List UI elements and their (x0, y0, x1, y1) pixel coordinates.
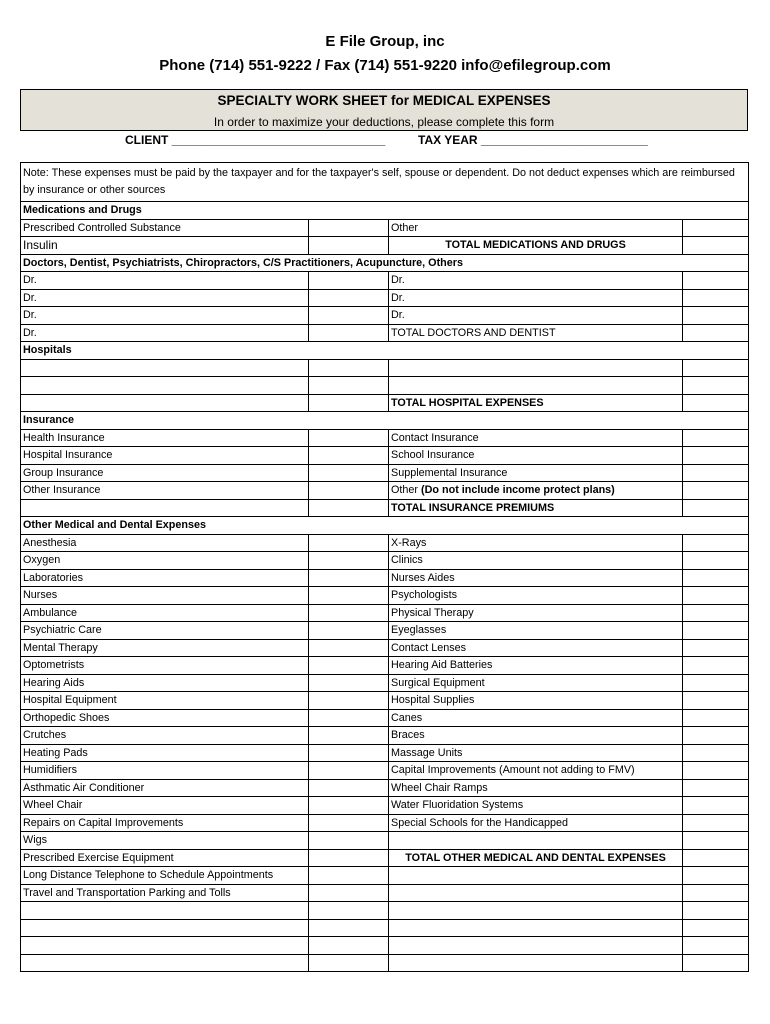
amount-cell-right[interactable] (683, 832, 749, 850)
note-text: Note: These expenses must be paid by the taxpayer and for the taxpayer's self, spouse or dependent. Do not deduct expenses which are reimbursed by insurance or other sources (21, 163, 749, 202)
amount-cell-left[interactable] (309, 832, 389, 850)
item-label-left: Prescribed Exercise Equipment (21, 849, 309, 867)
amount-cell-left[interactable] (309, 744, 389, 762)
amount-cell-left[interactable] (309, 324, 389, 342)
amount-cell-right[interactable] (683, 727, 749, 745)
item-label-left: Ambulance (21, 604, 309, 622)
total-label: TOTAL MEDICATIONS AND DRUGS (389, 237, 683, 255)
contact-line: Phone (714) 551-9222 / Fax (714) 551-9220 info@efilegroup.com (159, 57, 611, 74)
item-label-left: Wheel Chair (21, 797, 309, 815)
item-label-right: Special Schools for the Handicapped (389, 814, 683, 832)
tax-year-label: TAX YEAR (418, 133, 478, 147)
amount-cell-left[interactable] (309, 727, 389, 745)
amount-cell-right[interactable] (683, 639, 749, 657)
amount-cell-left[interactable] (309, 919, 389, 937)
item-label-right (389, 867, 683, 885)
table-row (21, 534, 749, 552)
amount-cell-right[interactable] (683, 429, 749, 447)
section-header-row (21, 517, 749, 535)
total-label: TOTAL DOCTORS AND DENTIST (389, 324, 683, 342)
amount-cell-left[interactable] (309, 867, 389, 885)
table-row (21, 744, 749, 762)
amount-cell-left[interactable] (309, 779, 389, 797)
amount-cell-left[interactable] (309, 587, 389, 605)
amount-cell-right[interactable] (683, 447, 749, 465)
item-label-right: Massage Units (389, 744, 683, 762)
item-label-right (389, 832, 683, 850)
item-label-right: Water Fluoridation Systems (389, 797, 683, 815)
item-label-left: Hearing Aids (21, 674, 309, 692)
table-row (21, 849, 749, 867)
client-label: CLIENT (125, 133, 169, 147)
amount-cell-left[interactable] (309, 954, 389, 972)
amount-cell-left[interactable] (309, 359, 389, 377)
amount-cell-left[interactable] (309, 692, 389, 710)
item-label-left: Wigs (21, 832, 309, 850)
item-label-left: Hospital Insurance (21, 447, 309, 465)
amount-cell-right[interactable] (683, 797, 749, 815)
amount-cell-right[interactable] (683, 307, 749, 325)
item-label-left: Nurses (21, 587, 309, 605)
item-label-right: Contact Lenses (389, 639, 683, 657)
item-label-left: Asthmatic Air Conditioner (21, 779, 309, 797)
item-label-left (21, 937, 309, 955)
table-row (21, 797, 749, 815)
total-label: TOTAL HOSPITAL EXPENSES (389, 394, 683, 412)
amount-cell-left[interactable] (309, 762, 389, 780)
worksheet-subtitle: In order to maximize your deductions, please complete this form (213, 115, 555, 129)
medications-section-title: Medications and Drugs (21, 202, 749, 220)
client-field[interactable] (125, 133, 385, 147)
item-label-left: Oxygen (21, 552, 309, 570)
amount-cell-right[interactable] (683, 779, 749, 797)
table-row (21, 272, 749, 290)
item-label-left: Dr. (21, 272, 309, 290)
amount-cell-left[interactable] (309, 639, 389, 657)
item-label-left: Prescribed Controlled Substance (21, 219, 309, 237)
table-row (21, 884, 749, 902)
table-row (21, 429, 749, 447)
amount-cell-left[interactable] (309, 289, 389, 307)
item-label-right: Physical Therapy (389, 604, 683, 622)
amount-cell-right[interactable] (683, 569, 749, 587)
other-section-title: Other Medical and Dental Expenses (21, 517, 749, 535)
table-row (21, 762, 749, 780)
total-amount-cell[interactable] (683, 499, 749, 517)
item-label-left (21, 377, 309, 395)
item-label-right-text: Other (391, 484, 419, 497)
insurance-section-title: Insurance (21, 412, 749, 430)
item-label-left: Dr. (21, 289, 309, 307)
item-label-right: Nurses Aides (389, 569, 683, 587)
amount-cell-left[interactable] (309, 377, 389, 395)
amount-cell-right[interactable] (683, 482, 749, 500)
item-label-left (21, 394, 309, 412)
table-row (21, 709, 749, 727)
total-label: TOTAL INSURANCE PREMIUMS (389, 499, 683, 517)
amount-cell-right[interactable] (683, 587, 749, 605)
expense-table (20, 162, 749, 972)
item-label-right: Other (389, 219, 683, 237)
amount-cell-left[interactable] (309, 797, 389, 815)
amount-cell-left[interactable] (309, 447, 389, 465)
item-label-right: Canes (389, 709, 683, 727)
amount-cell-left[interactable] (309, 622, 389, 640)
item-label-right-note: (Do not include income protect plans) (421, 484, 615, 497)
amount-cell-right[interactable] (683, 359, 749, 377)
amount-cell-right[interactable] (683, 219, 749, 237)
item-label-left: Psychiatric Care (21, 622, 309, 640)
section-header-row (21, 202, 749, 220)
amount-cell-right[interactable] (683, 674, 749, 692)
item-label-right: Wheel Chair Ramps (389, 779, 683, 797)
item-label-right: Eyeglasses (389, 622, 683, 640)
table-row (21, 307, 749, 325)
item-label-right: Hospital Supplies (389, 692, 683, 710)
item-label-left: Group Insurance (21, 464, 309, 482)
total-label: TOTAL OTHER MEDICAL AND DENTAL EXPENSES (389, 849, 683, 867)
amount-cell-left[interactable] (309, 219, 389, 237)
table-row (21, 604, 749, 622)
amount-cell-left[interactable] (309, 884, 389, 902)
table-row (21, 447, 749, 465)
item-label-right: Dr. (389, 272, 683, 290)
item-label-right: School Insurance (389, 447, 683, 465)
amount-cell-right[interactable] (683, 954, 749, 972)
note-row (21, 163, 749, 202)
table-row (21, 639, 749, 657)
amount-cell-right[interactable] (683, 744, 749, 762)
item-label-left: Long Distance Telephone to Schedule Appointments (21, 867, 309, 885)
section-header-row (21, 342, 749, 360)
amount-cell-right[interactable] (683, 762, 749, 780)
amount-cell-right[interactable] (683, 272, 749, 290)
item-label-right (389, 902, 683, 920)
title-banner (20, 89, 748, 131)
table-row (21, 359, 749, 377)
amount-cell-right[interactable] (683, 289, 749, 307)
amount-cell-left[interactable] (309, 849, 389, 867)
amount-cell-right[interactable] (683, 884, 749, 902)
table-row (21, 727, 749, 745)
item-label-right: Capital Improvements (Amount not adding to FMV) (389, 762, 683, 780)
item-label-right: Clinics (389, 552, 683, 570)
item-label-left: Dr. (21, 324, 309, 342)
amount-cell-right[interactable] (683, 552, 749, 570)
item-label-right (389, 884, 683, 902)
amount-cell-right[interactable] (683, 814, 749, 832)
item-label-right: Psychologists (389, 587, 683, 605)
table-row (21, 237, 749, 255)
table-row (21, 814, 749, 832)
amount-cell-left[interactable] (309, 482, 389, 500)
item-label-right (389, 954, 683, 972)
table-row (21, 324, 749, 342)
item-label-right: Dr. (389, 307, 683, 325)
amount-cell-left[interactable] (309, 902, 389, 920)
amount-cell-right[interactable] (683, 867, 749, 885)
item-label-right: Surgical Equipment (389, 674, 683, 692)
amount-cell-right[interactable] (683, 937, 749, 955)
item-label-left (21, 359, 309, 377)
hospitals-section-title: Hospitals (21, 342, 749, 360)
total-amount-cell[interactable] (683, 324, 749, 342)
item-label-right (389, 359, 683, 377)
amount-cell-right[interactable] (683, 692, 749, 710)
item-label-left: Humidifiers (21, 762, 309, 780)
item-label-left: Crutches (21, 727, 309, 745)
amount-cell-right[interactable] (683, 377, 749, 395)
company-name: E File Group, inc (325, 33, 445, 50)
amount-cell-right[interactable] (683, 604, 749, 622)
amount-cell-left[interactable] (309, 237, 389, 255)
amount-cell-left[interactable] (309, 499, 389, 517)
table-row (21, 954, 749, 972)
table-row (21, 499, 749, 517)
item-label-left (21, 954, 309, 972)
item-label-right: Dr. (389, 289, 683, 307)
item-label-left (21, 919, 309, 937)
total-amount-cell[interactable] (683, 394, 749, 412)
item-label-left: Hospital Equipment (21, 692, 309, 710)
amount-cell-left[interactable] (309, 307, 389, 325)
item-label-right: Hearing Aid Batteries (389, 657, 683, 675)
item-label-right (389, 377, 683, 395)
item-label-left: Mental Therapy (21, 639, 309, 657)
amount-cell-left[interactable] (309, 814, 389, 832)
amount-cell-left[interactable] (309, 552, 389, 570)
table-row (21, 587, 749, 605)
amount-cell-left[interactable] (309, 394, 389, 412)
table-row (21, 692, 749, 710)
amount-cell-left[interactable] (309, 604, 389, 622)
amount-cell-right[interactable] (683, 534, 749, 552)
doctors-section-title: Doctors, Dentist, Psychiatrists, Chiropractors, C/S Practitioners, Acupuncture, Others (21, 254, 749, 272)
amount-cell-right[interactable] (683, 622, 749, 640)
item-label-left: Dr. (21, 307, 309, 325)
table-row (21, 289, 749, 307)
item-label-left: Heating Pads (21, 744, 309, 762)
total-amount-cell[interactable] (683, 849, 749, 867)
item-label-left: Optometrists (21, 657, 309, 675)
table-row (21, 482, 749, 500)
item-label-right: Contact Insurance (389, 429, 683, 447)
item-label-right (389, 482, 683, 500)
item-label-left: Travel and Transportation Parking and Tolls (21, 884, 309, 902)
table-row (21, 622, 749, 640)
table-row (21, 657, 749, 675)
section-header-row (21, 254, 749, 272)
item-label-left: Orthopedic Shoes (21, 709, 309, 727)
amount-cell-right[interactable] (683, 657, 749, 675)
amount-cell-left[interactable] (309, 534, 389, 552)
table-row (21, 674, 749, 692)
table-row (21, 937, 749, 955)
amount-cell-right[interactable] (683, 709, 749, 727)
table-row (21, 569, 749, 587)
amount-cell-left[interactable] (309, 569, 389, 587)
table-row (21, 902, 749, 920)
item-label-left (21, 902, 309, 920)
amount-cell-right[interactable] (683, 902, 749, 920)
amount-cell-left[interactable] (309, 937, 389, 955)
total-amount-cell[interactable] (683, 237, 749, 255)
table-row (21, 464, 749, 482)
table-row (21, 779, 749, 797)
table-row (21, 219, 749, 237)
item-label-left: Laboratories (21, 569, 309, 587)
section-header-row (21, 412, 749, 430)
table-row (21, 867, 749, 885)
amount-cell-right[interactable] (683, 464, 749, 482)
item-label-left (21, 499, 309, 517)
tax-year-field[interactable] (418, 133, 648, 147)
tax-year-blank: _________________________ (480, 133, 648, 147)
table-row (21, 919, 749, 937)
amount-cell-left[interactable] (309, 464, 389, 482)
amount-cell-left[interactable] (309, 657, 389, 675)
item-label-left: Insulin (21, 237, 309, 255)
item-label-right: X-Rays (389, 534, 683, 552)
item-label-right (389, 919, 683, 937)
amount-cell-right[interactable] (683, 919, 749, 937)
table-row (21, 377, 749, 395)
item-label-left: Repairs on Capital Improvements (21, 814, 309, 832)
item-label-left: Health Insurance (21, 429, 309, 447)
table-row (21, 552, 749, 570)
item-label-right: Supplemental Insurance (389, 464, 683, 482)
item-label-left: Other Insurance (21, 482, 309, 500)
worksheet-title: SPECIALTY WORK SHEET for MEDICAL EXPENSES (217, 93, 551, 108)
amount-cell-left[interactable] (309, 429, 389, 447)
amount-cell-left[interactable] (309, 709, 389, 727)
table-row (21, 394, 749, 412)
amount-cell-left[interactable] (309, 272, 389, 290)
item-label-right: Braces (389, 727, 683, 745)
item-label-left: Anesthesia (21, 534, 309, 552)
client-blank: ________________________________ (171, 133, 386, 147)
table-row (21, 832, 749, 850)
amount-cell-left[interactable] (309, 674, 389, 692)
item-label-right (389, 937, 683, 955)
